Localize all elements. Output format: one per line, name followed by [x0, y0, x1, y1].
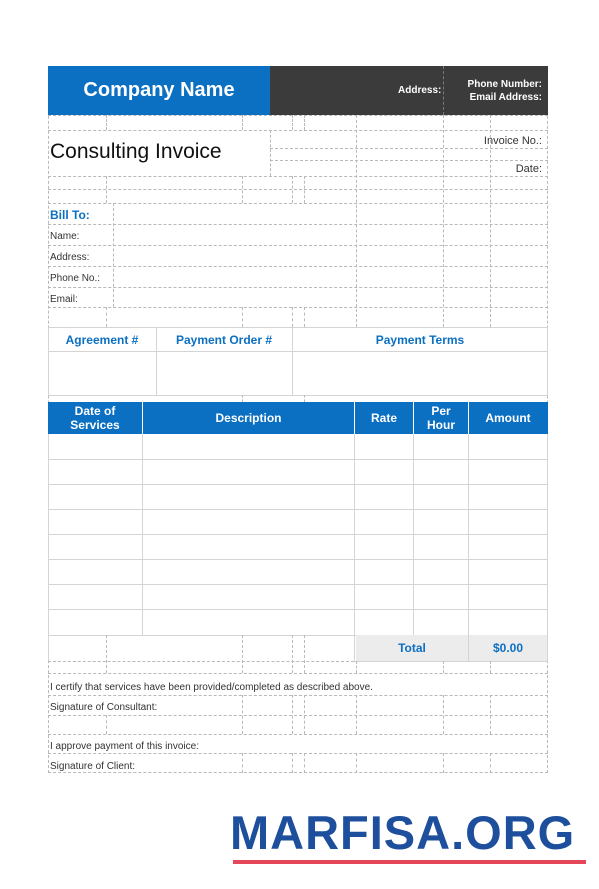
table-row[interactable] [49, 485, 547, 509]
bill-to-address-label: Address: [50, 252, 90, 263]
table-row[interactable] [49, 460, 547, 484]
col-rate: Rate [370, 411, 397, 425]
invoice-date-value-field[interactable] [492, 177, 546, 188]
payment-order-label: Payment Order # [175, 333, 273, 347]
header-divider [354, 402, 355, 434]
marfisa-logo-underline [233, 860, 586, 864]
bill-to-name-field[interactable] [114, 225, 355, 245]
payment-order-field[interactable] [157, 352, 291, 394]
header-email-label: Email Address: [469, 92, 542, 103]
header-divider [468, 402, 469, 434]
invoice-no-value-field[interactable] [492, 149, 546, 160]
invoice-no-label: Invoice No.: [483, 135, 542, 147]
total-value: $0.00 [492, 641, 524, 655]
bill-to-name-label: Name: [50, 231, 80, 242]
header-phone-label: Phone Number: [467, 79, 542, 90]
company-name: Company Name [83, 79, 235, 101]
approve-text: I approve payment of this invoice: [50, 741, 199, 752]
col-amount: Amount [485, 411, 531, 425]
client-signature-field[interactable] [145, 755, 355, 772]
header-divider [413, 402, 414, 434]
table-row[interactable] [49, 510, 547, 534]
consultant-signature-label: Signature of Consultant: [50, 702, 158, 713]
invoice-date-label: Date: [515, 163, 542, 175]
marfisa-logo: MARFISA.ORG [230, 806, 576, 859]
col-per-hour: Per Hour [427, 404, 455, 432]
table-row[interactable] [49, 610, 547, 635]
client-signature-label: Signature of Client: [50, 761, 136, 772]
col-description: Description [215, 411, 282, 425]
payment-terms-label: Payment Terms [375, 333, 465, 347]
bill-to-phone-label: Phone No.: [50, 273, 101, 284]
bill-to-heading: Bill To: [50, 208, 90, 222]
consultant-signature-field[interactable] [170, 697, 355, 714]
bill-to-email-label: Email: [50, 294, 78, 305]
table-row[interactable] [49, 435, 547, 459]
table-row[interactable] [49, 535, 547, 559]
company-name-banner[interactable] [48, 66, 270, 115]
agreement-number-label: Agreement # [65, 333, 139, 347]
payment-terms-field[interactable] [293, 352, 546, 394]
agreement-number-field[interactable] [49, 352, 155, 394]
contact-banner-divider [443, 66, 444, 115]
bill-to-email-field[interactable] [114, 288, 355, 307]
invoice-title: Consulting Invoice [50, 140, 222, 163]
table-row[interactable] [49, 585, 547, 609]
col-date-of-services: Date of Services [70, 404, 120, 432]
bill-to-phone-field[interactable] [114, 267, 355, 287]
table-row[interactable] [49, 560, 547, 584]
total-label: Total [398, 641, 426, 655]
certify-text: I certify that services have been provided/completed as described above. [50, 682, 373, 693]
bill-to-address-field[interactable] [114, 246, 355, 266]
header-divider [142, 402, 143, 434]
header-address-label: Address: [398, 85, 442, 96]
